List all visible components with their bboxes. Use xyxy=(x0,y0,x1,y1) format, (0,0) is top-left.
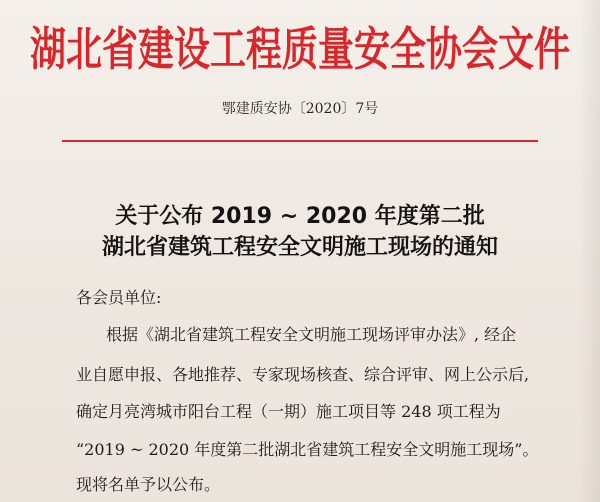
red-divider-line xyxy=(62,140,538,142)
paragraph-line: “2019 ~ 2020 年度第二批湖北省建筑工程安全文明施工现场”。 xyxy=(76,440,539,459)
closing-sentence: 现将名单予以公布。 xyxy=(76,475,221,494)
issuer-masthead: 湖北省建设工程质量安全协会文件 xyxy=(29,24,570,77)
notice-title-line-2: 湖北省建筑工程安全文明施工现场的通知 xyxy=(101,235,498,260)
salutation: 各会员单位: xyxy=(76,288,162,307)
notice-title-line-1: 关于公布 2019 ~ 2020 年度第二批 xyxy=(115,204,485,229)
paragraph-line: 确定月亮湾城市阳台工程（一期）施工项目等 248 项工程为 xyxy=(76,402,501,421)
paragraph-line: 业自愿申报、各地推荐、专家现场核查、综合评审、网上公示后, xyxy=(76,365,530,384)
paragraph-line: 根据《湖北省建筑工程安全文明施工现场评审办法》, 经企 xyxy=(106,325,517,344)
document-number: 鄂建质安协〔2020〕7号 xyxy=(221,101,379,117)
